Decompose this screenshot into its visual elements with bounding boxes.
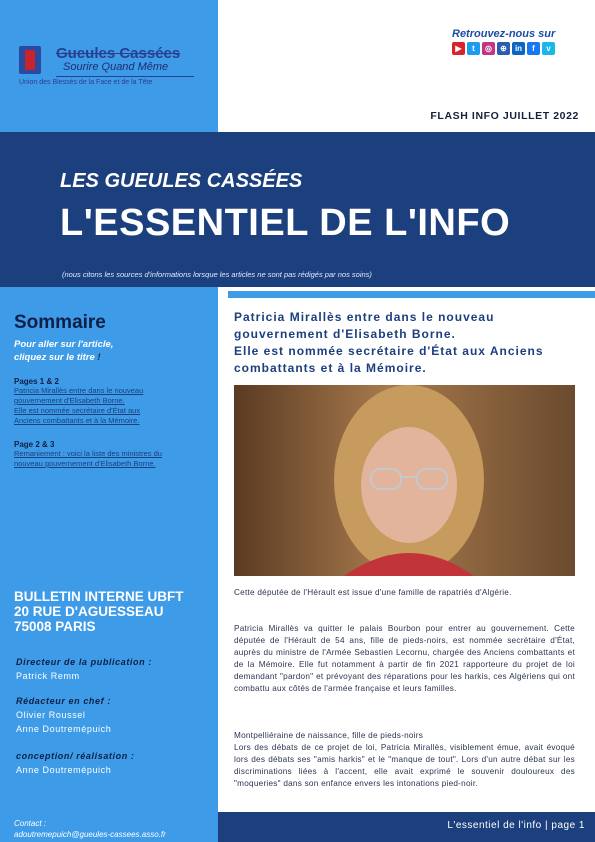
credit-director — [16, 655, 152, 683]
credit-value: Patrick Remm — [16, 671, 80, 681]
article-paragraph: Patricia Mirallès va quitter le palais Bourbon pour entrer au gouvernement. Cette députée de l'Hérault de 54 ans, fille de pieds-noirs, est nommée secrétaire d'État, auprès du ministre de l'Armée Sebastien Lecornu, chargée des Anciens combattants et de la Mémoire. Elle fut notamment à partir de fin 2021 rapporteure du projet de loi demandant "pardon" et prévoyant des réparations pour les harkis, ces Algériens qui ont combattu aux côtés de l'armée française et leurs familles. — [234, 624, 575, 693]
bulletin-line: BULLETIN INTERNE UBFT — [14, 589, 184, 604]
article-title-line: Patricia Mirallès entre dans le nouveau — [234, 310, 495, 324]
article-title — [234, 309, 575, 377]
toc-pages: Pages 1 & 2 — [14, 377, 59, 386]
article-paragraph: Lors des débats de ce projet de loi, Patricia Mirallès, visiblement émue, avait évoqué lors des débats ses "amis harkis" et le "manque de tout". Lors d'un autre débat sur les discriminations liées à l'accent, elle avait exprimé le souvenir douloureux des "moqueries" dans son enfance envers les intonations pied-noir. — [234, 743, 575, 788]
logo-subtitle: Sourire Quand Même — [63, 61, 169, 73]
sommaire-hint-line: cliquez sur le titre — [14, 352, 95, 363]
banner-note: (nous citons les sources d'informations lorsque les articles ne sont pas rédigés par nos soins) — [62, 270, 372, 279]
flash-info-date: FLASH INFO JUILLET 2022 — [430, 110, 579, 122]
footer-page-label: L'essentiel de l'info | page 1 — [447, 820, 585, 831]
facebook-icon[interactable]: f — [527, 42, 540, 55]
accent-bar — [228, 291, 595, 298]
banner-title: L'ESSENTIEL DE L'INFO — [60, 202, 511, 244]
credit-value: Anne Doutremépuich — [16, 765, 112, 775]
logo-divider — [56, 76, 194, 77]
sommaire-hint-line: Pour aller sur l'article, — [14, 339, 114, 350]
toc-link[interactable]: Anciens combattants et à la Mémoire. — [14, 416, 140, 425]
credit-editor — [16, 694, 111, 736]
portrait-photo — [234, 385, 575, 576]
toc-link[interactable]: gouvernement d'Elisabeth Borne. — [14, 396, 125, 405]
toc-link[interactable]: Patricia Mirallès entre dans le nouveau — [14, 386, 144, 395]
vimeo-icon[interactable]: v — [542, 42, 555, 55]
sommaire-hint-mark: ! — [94, 352, 101, 363]
footer-bar — [218, 812, 595, 842]
youtube-icon[interactable]: ▶ — [452, 42, 465, 55]
credit-value: Anne Doutremépuich — [16, 724, 112, 734]
sommaire-title: Sommaire — [14, 312, 106, 333]
credit-value: Olivier Roussel — [16, 710, 86, 720]
article-title-line: combattants et à la Mémoire. — [234, 361, 427, 375]
article-title-line: gouvernement d'Elisabeth Borne. — [234, 327, 456, 341]
sommaire-hint — [14, 338, 113, 364]
logo-emblem-icon — [19, 46, 41, 74]
toc-pages: Page 2 & 3 — [14, 440, 55, 449]
credit-label: Rédacteur en chef : — [16, 696, 111, 706]
website-icon[interactable]: ⊕ — [497, 42, 510, 55]
linkedin-icon[interactable]: in — [512, 42, 525, 55]
toc-link[interactable]: Elle est nommée secrétaire d'État aux — [14, 406, 141, 415]
logo-union-text: Union des Blessés de la Face et de la Tête — [19, 79, 153, 86]
twitter-icon[interactable]: t — [467, 42, 480, 55]
contact-block — [14, 818, 166, 840]
social-label: Retrouvez-nous sur — [452, 28, 556, 40]
credit-label: Directeur de la publication : — [16, 657, 152, 667]
toc-entry — [14, 440, 210, 469]
bulletin-line: 20 RUE D'AGUESSEAU — [14, 604, 164, 619]
bulletin-line: 75008 PARIS — [14, 619, 96, 634]
logo-title: Gueules Cassées — [56, 45, 181, 62]
instagram-icon[interactable]: ◎ — [482, 42, 495, 55]
logo-block[interactable] — [0, 0, 218, 132]
article-subheading: Montpelliéraine de naissance, fille de pieds-noirs — [234, 731, 424, 740]
social-links — [452, 28, 570, 55]
contact-email[interactable]: adoutremepuich@gueules-cassees.asso.fr — [14, 830, 166, 839]
header-banner — [0, 132, 595, 287]
bulletin-address — [14, 589, 184, 634]
credit-design — [16, 749, 135, 777]
toc-link[interactable]: Remaniement : voici la liste des ministres du — [14, 449, 162, 458]
banner-kicker: LES GUEULES CASSÉES — [60, 170, 303, 192]
credit-label: conception/ réalisation : — [16, 751, 135, 761]
toc-link[interactable]: nouveau gouvernement d'Elisabeth Borne. — [14, 459, 156, 468]
article-paragraph: Cette députée de l'Hérault est issue d'une famille de rapatriés d'Algérie. — [234, 588, 512, 597]
contact-label: Contact : — [14, 819, 47, 828]
toc-entry — [14, 377, 210, 426]
article-title-line: Elle est nommée secrétaire d'État aux Anciens — [234, 344, 544, 358]
